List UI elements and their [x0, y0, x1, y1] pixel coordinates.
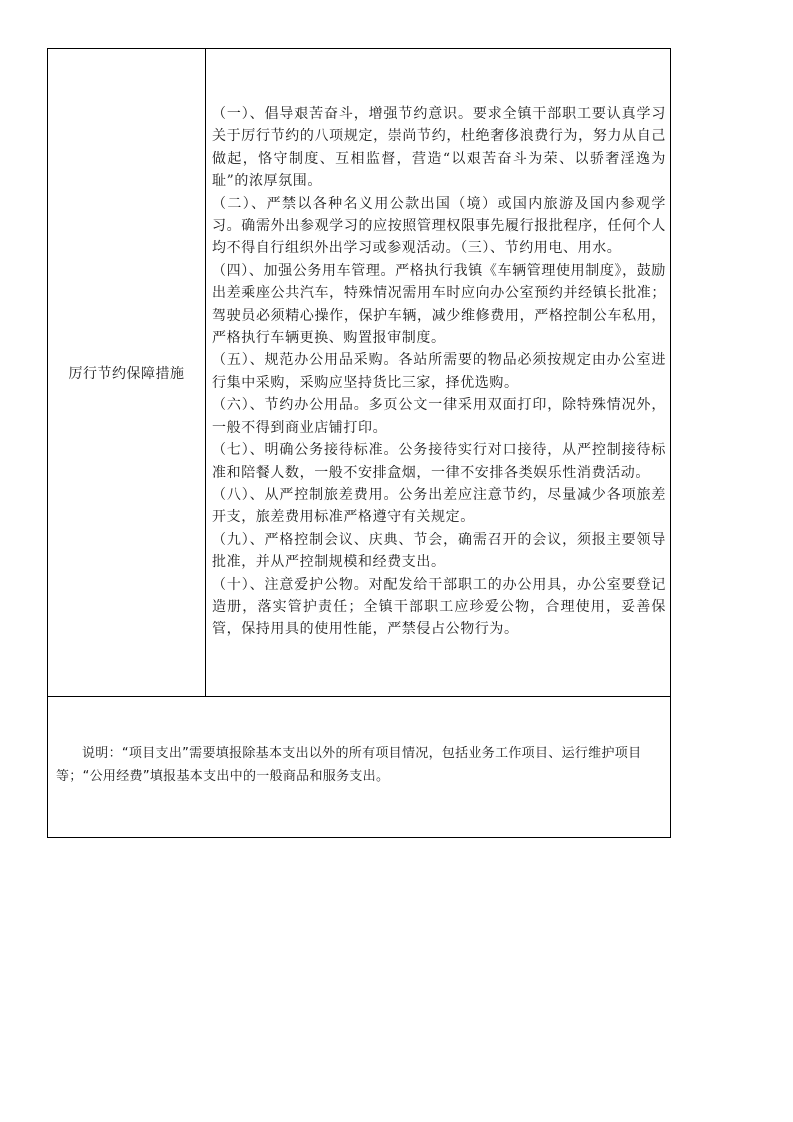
measure-item: （五）、规范办公用品采购。各站所需要的物品必须按规定由办公室进行集中采购，采购应坚持货比三家，择优选购。 [212, 352, 666, 391]
measures-content [206, 49, 670, 696]
row-label: 厉行节约保障措施 [48, 49, 206, 696]
note-text: 说明：“项目支出”需要填报除基本支出以外的所有项目情况，包括业务工作项目、运行维护项目等；“公用经费”填报基本支出中的一般商品和服务支出。 [56, 746, 642, 784]
measure-item: （十）、注意爱护公物。对配发给干部职工的办公用具，办公室要登记造册，落实管护责任；全镇干部职工应珍爱公物，合理使用，妥善保管，保持用具的使用性能，严禁侵占公物行为。 [212, 576, 666, 638]
measure-item: （四）、加强公务用车管理。严格执行我镇《车辆管理使用制度》，鼓励出差乘座公共汽车，特殊情况需用车时应向办公室预约并经镇长批准；驾驶员必须精心操作，保护车辆，减少维修费用，严格控制公车私用，严格执行车辆更换、购置报审制度。 [212, 262, 666, 347]
measures-row [48, 49, 670, 697]
measures-table [47, 48, 671, 838]
note-row [48, 697, 670, 837]
measure-item: （八）、从严控制旅差费用。公务出差应注意节约，尽量减少各项旅差开支，旅差费用标准严格遵守有关规定。 [212, 486, 666, 526]
measure-item: （二）、严禁以各种名义用公款出国（境）或国内旅游及国内参观学习。确需外出参观学习的应按照管理权限事先履行报批程序，任何个人均不得自行组织外出学习或参观活动。（三）、节约用电、用水。 [212, 195, 666, 257]
measure-item: （九）、严格控制会议、庆典、节会，确需召开的会议，须报主要领导批准，并从严控制规模和经费支出。 [212, 531, 666, 571]
measure-item: （一）、倡导艰苦奋斗，增强节约意识。要求全镇干部职工要认真学习关于厉行节约的八项规定，崇尚节约，杜绝奢侈浪费行为，努力从自己做起，恪守制度、互相监督，营造“以艰苦奋斗为荣、以骄奢淫逸为耻”的浓厚氛围。 [212, 106, 666, 190]
measure-item: （六）、节约办公用品。多页公文一律采用双面打印，除特殊情况外，一般不得到商业店铺打印。 [212, 397, 666, 436]
measure-item: （七）、明确公务接待标准。公务接待实行对口接待，从严控制接待标准和陪餐人数，一般不安排盒烟，一律不安排各类娱乐性消费活动。 [212, 442, 666, 481]
